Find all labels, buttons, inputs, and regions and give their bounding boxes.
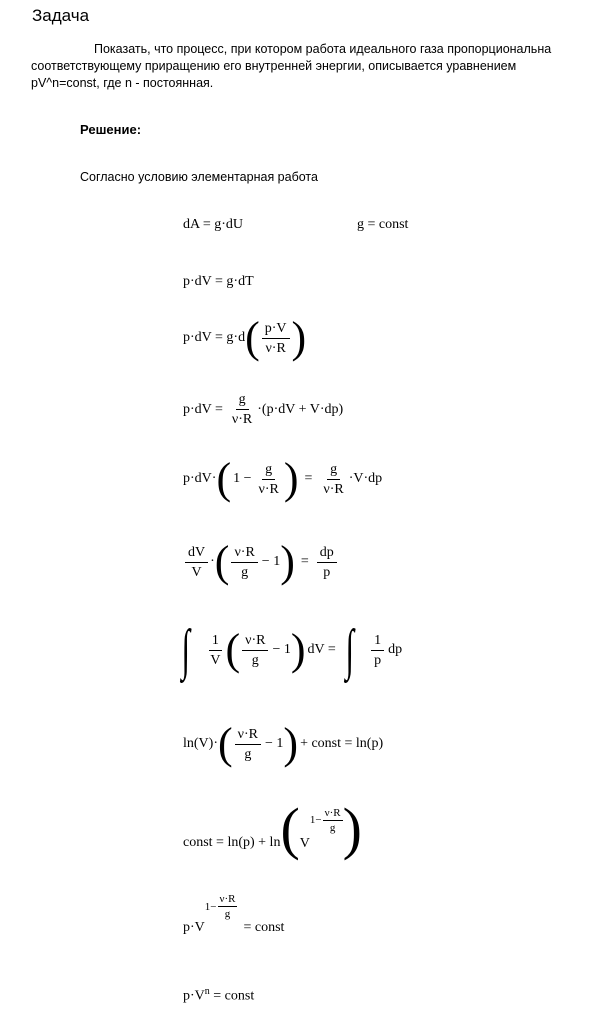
equation-11-rhs: = const <box>213 988 255 1004</box>
equation-9-exp-numerator: ν·R <box>324 806 341 819</box>
equation-9-base: V <box>299 835 310 851</box>
equation-8-fraction <box>235 727 261 762</box>
equation-7 <box>180 619 403 681</box>
equation-7-denominator-3: p <box>374 652 382 668</box>
right-paren: ) <box>342 796 362 861</box>
equation-6-fraction-1 <box>185 545 208 580</box>
equation-10-rhs: = const <box>243 920 285 935</box>
equation-5-rhs: ·V·dp <box>348 471 383 486</box>
equation-9-exp-fraction <box>323 807 343 834</box>
equation-7-fraction-2 <box>242 633 268 668</box>
equation-6-dot: · <box>210 554 215 569</box>
equation-1-lhs: dA = g·dU <box>183 217 244 232</box>
equation-6-denominator-2: g <box>241 564 249 580</box>
equation-4-denominator: ν·R <box>231 412 253 427</box>
equation-5-numerator-1: g <box>262 462 275 480</box>
equation-7-fraction-3 <box>371 633 384 668</box>
equation-8-rhs: + const = ln(p) <box>300 736 384 751</box>
equation-1-rhs: g = const <box>357 217 409 232</box>
equation-2-text: p·dV = g·dT <box>183 274 254 289</box>
equation-5-denominator-2: ν·R <box>323 481 344 497</box>
equation-4-rhs: ·(p·dV + V·dp) <box>257 401 344 417</box>
equation-8-lhs: ln(V)· <box>183 736 218 751</box>
equation-6-numerator-2: ν·R <box>231 545 257 563</box>
equation-10-exp-denominator: g <box>224 908 231 920</box>
equation-10 <box>183 890 284 936</box>
equation-4-lhs: p·dV = <box>183 401 223 417</box>
equation-11-exp: n <box>204 986 210 997</box>
equation-2 <box>183 274 254 290</box>
equation-7-denominator-1: V <box>210 652 221 668</box>
equation-6 <box>183 537 339 586</box>
equation-11 <box>183 986 254 1005</box>
equation-10-exp-numerator: ν·R <box>219 893 236 905</box>
equation-5 <box>183 454 383 503</box>
equation-9-lhs: const = ln(p) + ln <box>183 835 281 850</box>
equation-6-fraction-3 <box>317 545 337 580</box>
equation-7-numerator-1: 1 <box>209 633 222 651</box>
right-paren: ) <box>291 313 307 362</box>
equation-5-one: 1 − <box>233 471 252 486</box>
equation-11-lhs: p·V <box>183 988 205 1004</box>
left-paren: ( <box>214 537 230 586</box>
equation-8-numerator: ν·R <box>235 727 261 745</box>
solution-heading: Решение: <box>80 122 142 137</box>
equation-10-exp-one: 1− <box>204 900 217 913</box>
equation-5-fraction-1 <box>256 462 282 497</box>
equation-7-dv: dV = <box>307 642 336 657</box>
problem-line-2: соответствующему приращению его внутренней энергии, описывается уравнением <box>31 59 517 73</box>
equation-4-numerator: g <box>236 392 249 410</box>
equation-5-equals: = <box>304 471 313 486</box>
right-paren: ) <box>283 719 299 768</box>
equation-3-numerator: p·V <box>262 321 290 339</box>
left-paren: ( <box>225 625 241 674</box>
equation-7-denominator-2: g <box>251 652 259 668</box>
equation-3-fraction <box>262 321 290 356</box>
equation-4 <box>183 392 343 427</box>
left-paren: ( <box>245 313 260 362</box>
equation-3-lhs: p·dV = g·d <box>183 330 246 345</box>
equation-10-exp-fraction <box>218 893 238 920</box>
equation-5-numerator-2: g <box>327 462 340 480</box>
equation-7-minus-one: − 1 <box>272 642 291 657</box>
right-paren: ) <box>283 454 299 503</box>
equation-6-denominator-3: p <box>323 564 331 580</box>
right-paren: ) <box>290 625 306 674</box>
equation-7-numerator-2: ν·R <box>242 633 268 651</box>
equation-9-exp-one: 1− <box>309 814 322 826</box>
problem-title: Задача <box>32 6 90 25</box>
equation-3-denominator: ν·R <box>265 340 286 356</box>
equation-8-denominator: g <box>244 746 252 762</box>
left-paren: ( <box>216 454 232 503</box>
equation-6-numerator-3: dp <box>317 545 337 563</box>
equation-5-lhs: p·dV· <box>183 471 217 486</box>
equation-6-fraction-2 <box>231 545 257 580</box>
equation-1-condition <box>357 217 408 233</box>
equation-3 <box>183 313 307 362</box>
left-paren: ( <box>280 796 300 861</box>
equation-5-denominator-1: ν·R <box>258 481 279 497</box>
equation-4-fraction <box>229 392 255 427</box>
solution-intro: Согласно условию элементарная работа <box>80 170 318 184</box>
equation-7-numerator-3: 1 <box>371 633 384 651</box>
problem-line-1: Показать, что процесс, при котором работа идеального газа пропорциональна <box>94 42 552 56</box>
equation-9 <box>183 796 362 861</box>
equation-6-denominator-1: V <box>191 564 202 580</box>
equation-6-numerator-1: dV <box>185 545 208 563</box>
left-paren: ( <box>218 719 233 768</box>
equation-8 <box>183 719 384 768</box>
integral-sign: ∫ <box>345 619 354 681</box>
problem-line-3: pV^n=const, где n - постоянная. <box>31 76 214 90</box>
equation-7-fraction-1 <box>207 633 223 668</box>
equation-8-minus-one: − 1 <box>265 736 284 751</box>
equation-6-minus-one: − 1 <box>261 554 281 569</box>
equation-1 <box>183 217 243 233</box>
equation-5-fraction-2 <box>320 462 346 497</box>
integral-sign: ∫ <box>181 619 190 681</box>
equation-9-exp-denominator: g <box>329 821 336 834</box>
equation-6-equals: = <box>300 554 309 569</box>
right-paren: ) <box>280 537 295 586</box>
equation-10-lhs: p·V <box>183 920 205 935</box>
equation-7-dp: dp <box>388 642 403 657</box>
